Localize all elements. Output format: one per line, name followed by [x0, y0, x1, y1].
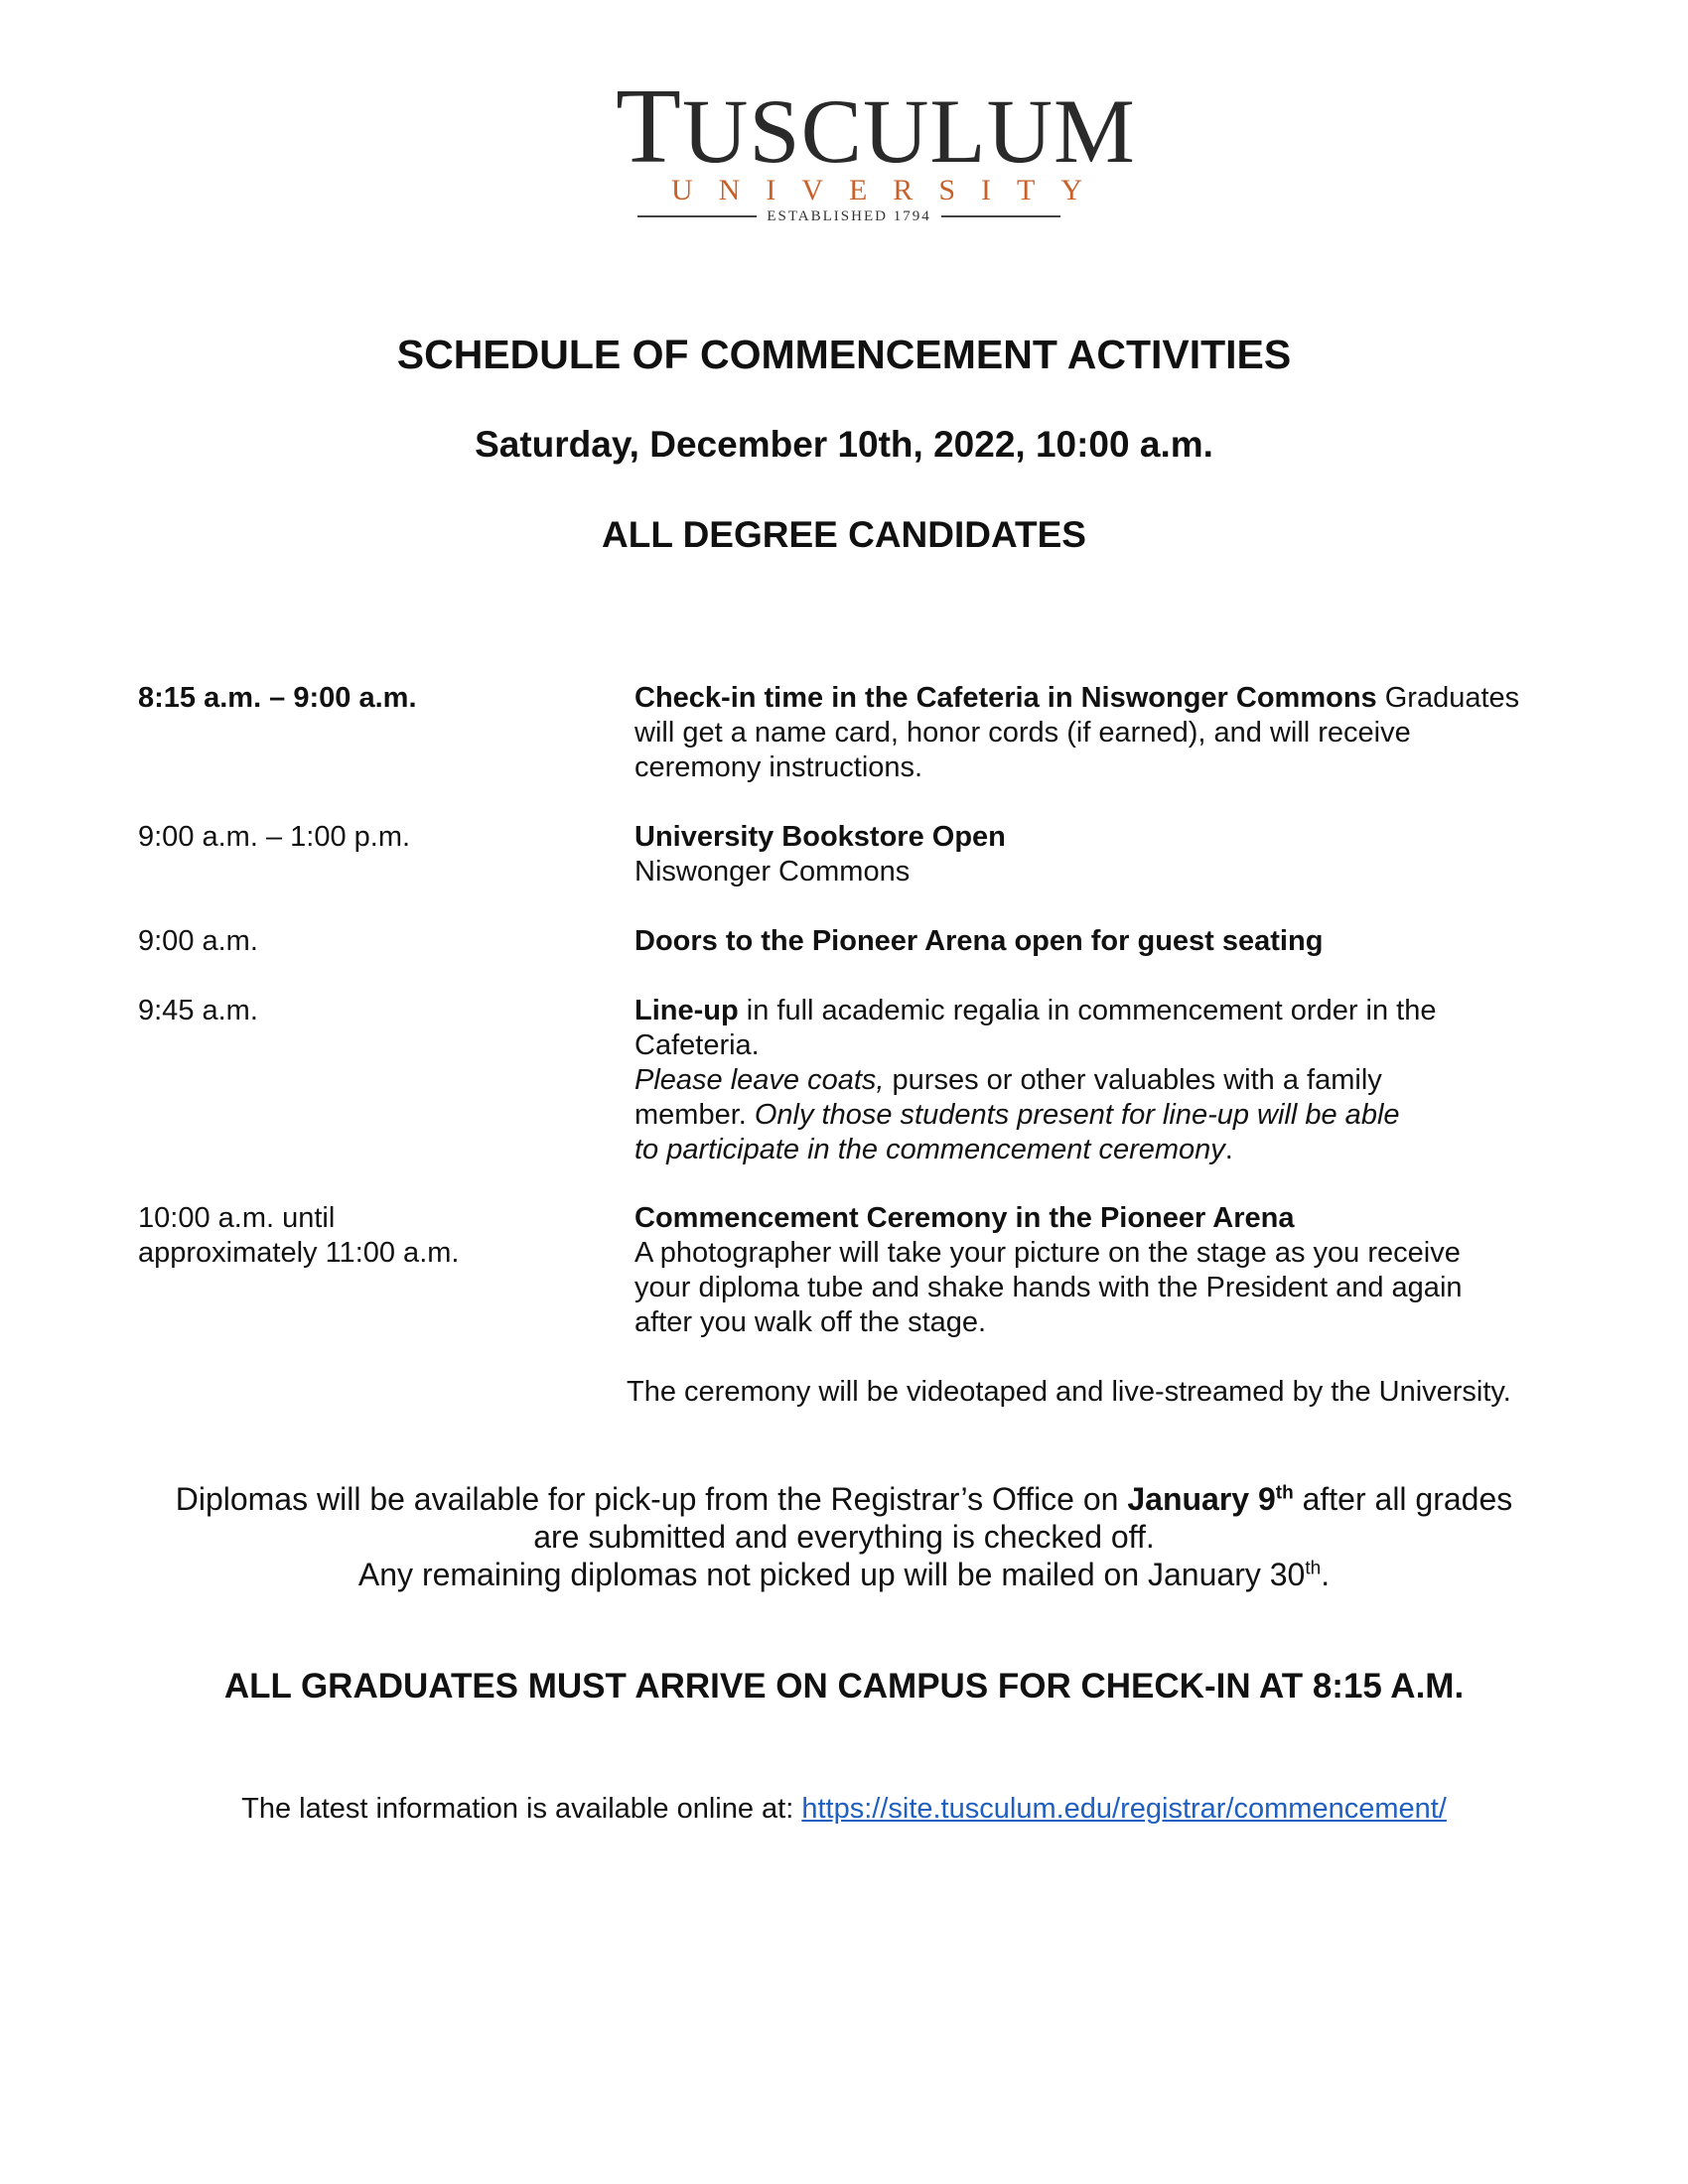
schedule-title: Line-up	[634, 995, 739, 1026]
schedule-time: 10:00 a.m. until approximately 11:00 a.m.	[138, 1202, 460, 1269]
schedule-title: Doors to the Pioneer Arena open for guest seating	[634, 925, 1324, 957]
logo-established: ESTABLISHED 1794	[767, 207, 931, 224]
diploma-pickup-line2: are submitted and everything is checked off.	[533, 1519, 1155, 1555]
diploma-pickup-line1: Diplomas will be available for pick-up from the Registrar’s Office on January 9th after all grades	[175, 1481, 1513, 1517]
schedule-time: 9:00 a.m. – 1:00 p.m.	[138, 821, 411, 853]
schedule-time: 9:00 a.m.	[138, 925, 258, 957]
schedule-description: Check-in time in the Cafeteria in Niswonger Commons Graduates will get a name card, honor cords (if earned), and will receive ceremony instructions.	[634, 682, 1520, 783]
diploma-mail-line: Any remaining diplomas not picked up will be mailed on January 30th.	[357, 1557, 1331, 1592]
schedule-title: University Bookstore Open	[634, 821, 1006, 853]
schedule-time: 8:15 a.m. – 9:00 a.m.	[138, 682, 417, 714]
commencement-link[interactable]: https://site.tusculum.edu/registrar/commencement/	[801, 1793, 1447, 1825]
arrival-notice: ALL GRADUATES MUST ARRIVE ON CAMPUS FOR CHECK-IN AT 8:15 A.M.	[223, 1667, 1465, 1706]
latest-info-label: The latest information is available online at:	[241, 1793, 802, 1825]
livestream-note: The ceremony will be videotaped and live-streamed by the University.	[627, 1376, 1511, 1408]
logo-wordmark: TUSCULUM	[616, 68, 1136, 186]
latest-info	[0, 1791, 1688, 1827]
logo-established-row	[637, 206, 1060, 226]
schedule-title: Check-in time in the Cafeteria in Niswonger Commons	[634, 682, 1377, 714]
schedule-description: Commencement Ceremony in the Pioneer Arena A photographer will take your picture on the stage as you receive your diploma tube and shake hands with the President and again after you walk off the stage.	[634, 1201, 1568, 1340]
schedule-title: Commencement Ceremony in the Pioneer Arena	[634, 1202, 1295, 1234]
event-date: Saturday, December 10th, 2022, 10:00 a.m.	[475, 424, 1213, 465]
university-logo	[616, 68, 1136, 226]
logo-rule-left	[637, 215, 757, 217]
audience-heading: ALL DEGREE CANDIDATES	[602, 514, 1086, 555]
logo-rule-right	[941, 215, 1060, 217]
page-title: SCHEDULE OF COMMENCEMENT ACTIVITIES	[396, 332, 1292, 377]
schedule-description: University Bookstore Open Niswonger Commons	[634, 820, 1568, 889]
schedule-description	[634, 924, 1568, 959]
schedule-time: 9:45 a.m.	[138, 995, 258, 1026]
schedule-description: Line-up in full academic regalia in commencement order in the Cafeteria. Please leave coats, purses or other valuables with a family member. Only those students present for line-up will be able to participate in the commencement ceremony.	[634, 995, 1437, 1165]
logo-university: UNIVERSITY	[671, 174, 1108, 206]
